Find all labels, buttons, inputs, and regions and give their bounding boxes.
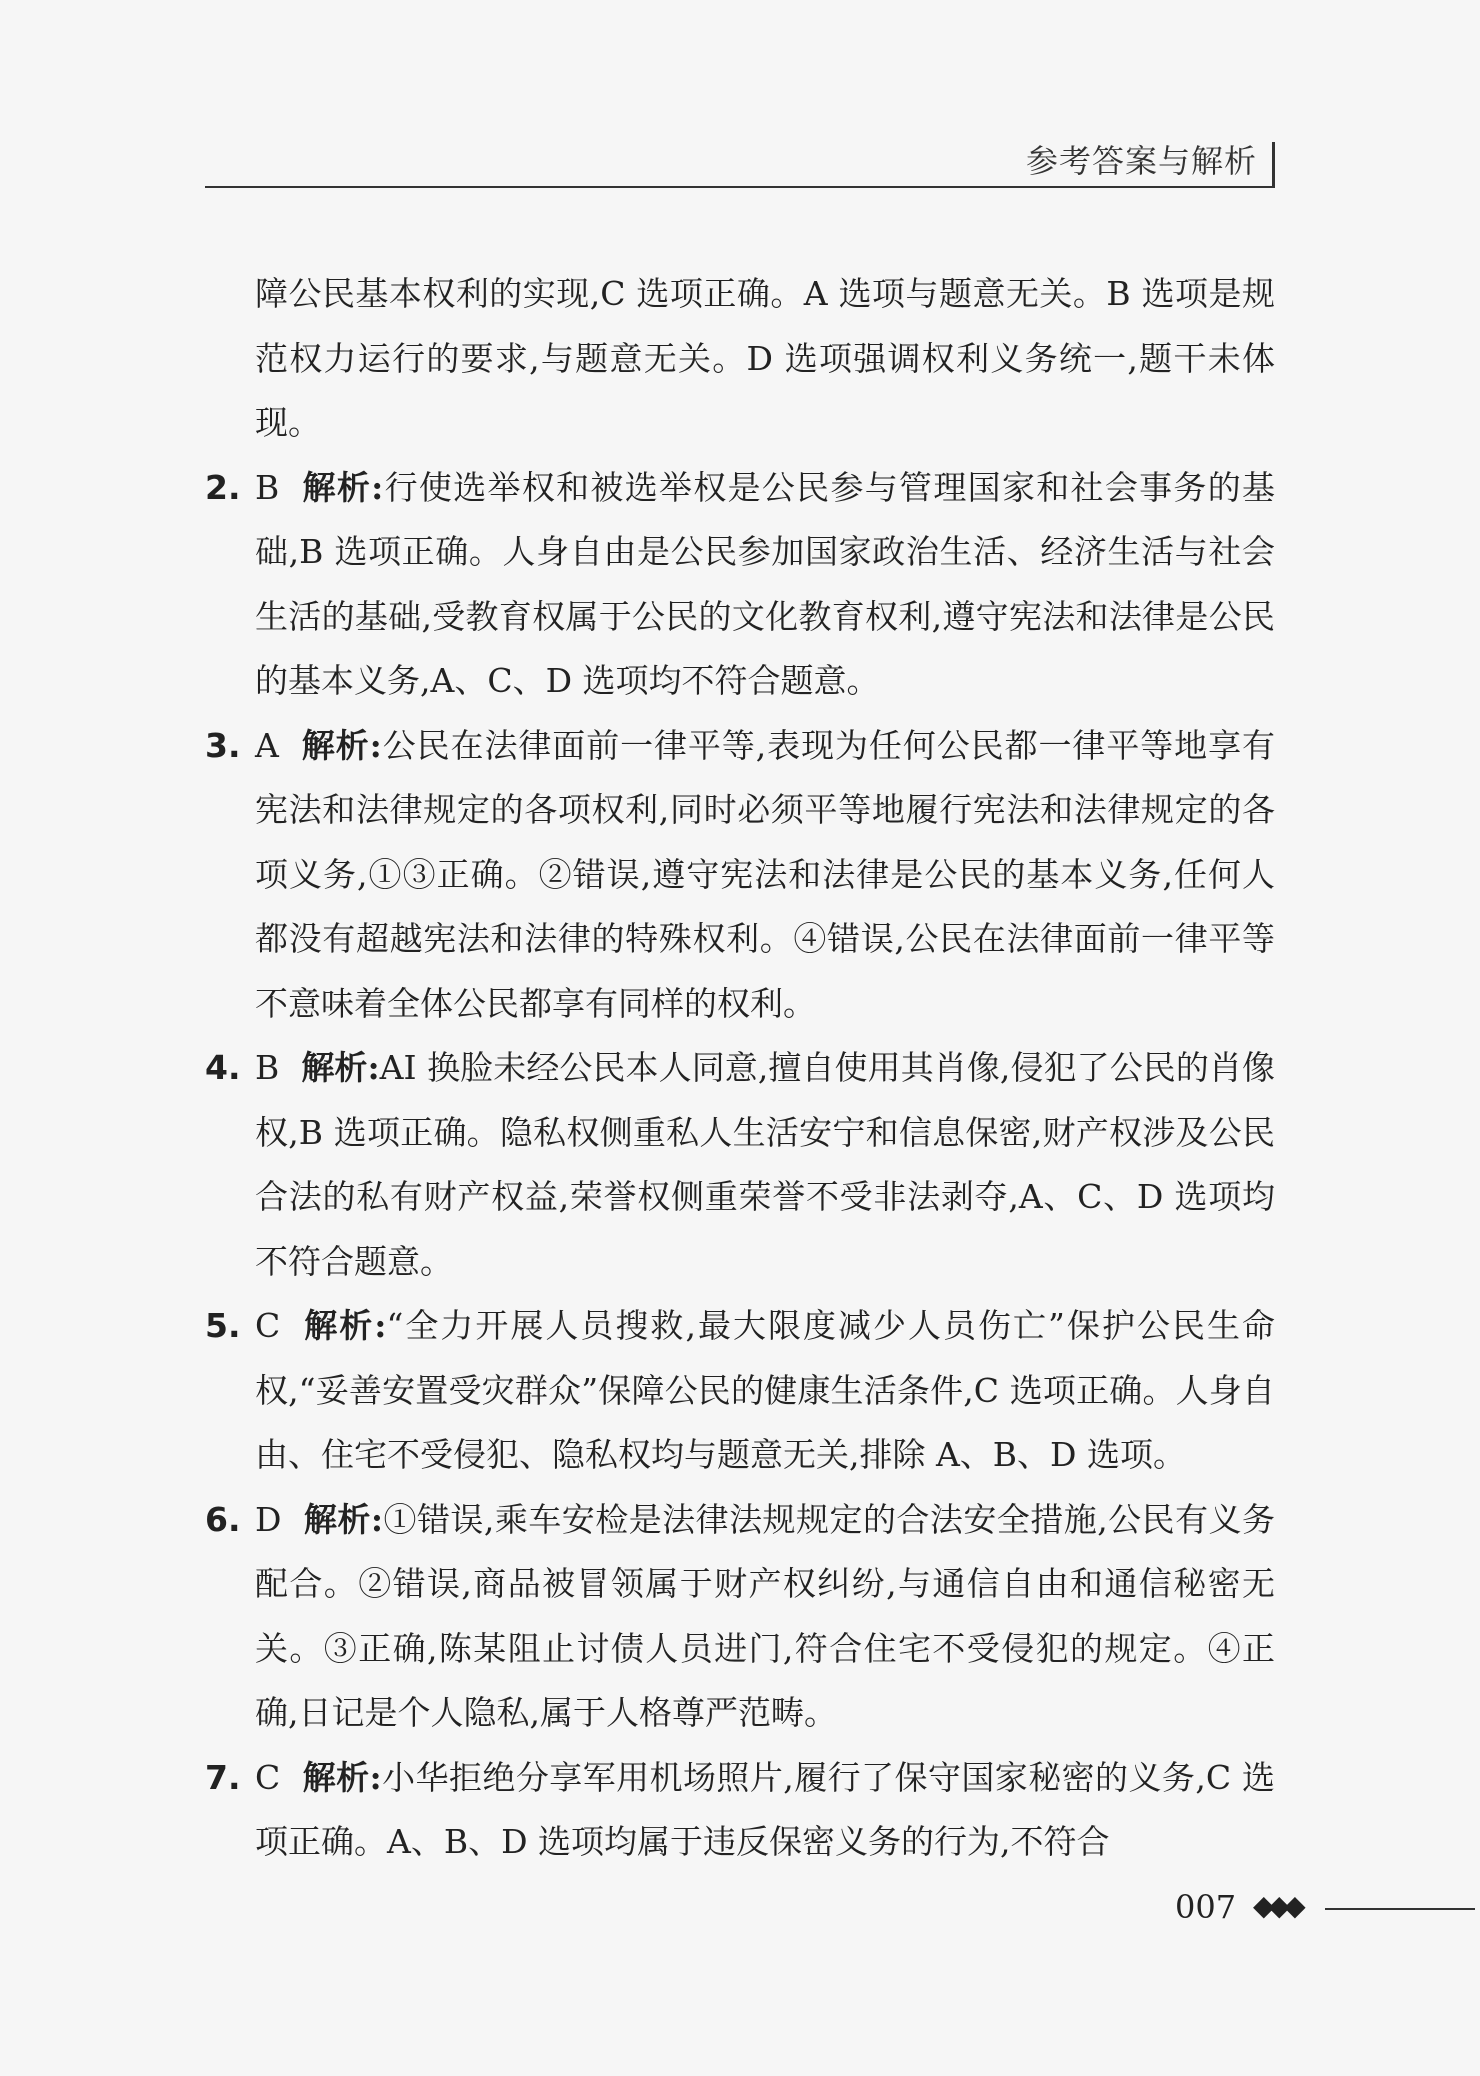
answer-item-2 (205, 456, 1275, 714)
analysis-label: 解析: (302, 1757, 382, 1797)
running-header (205, 140, 1275, 188)
analysis-label: 解析: (302, 1306, 387, 1345)
answer-explanation: ①错误,乘车安检是法律法规规定的合法安全措施,公民有义务配合。②错误,商品被冒领属于财产权纠纷,与通信自由和通信秘密无关。③正确,陈某阻止讨债人员进门,符合住宅不受侵犯的规定。④正确,日记是个人隐私,属于人格尊严范畴。 (255, 1499, 1275, 1732)
question-number: 6. (205, 1499, 241, 1539)
analysis-label: 解析: (301, 1048, 380, 1087)
question-number: 5. (205, 1306, 241, 1345)
question-number: 4. (205, 1048, 241, 1087)
answer-explanation: “全力开展人员搜救,最大限度减少人员伤亡”保护公民生命权,“妥善安置受灾群众”保障公民的健康生活条件,C 选项正确。人身自由、住宅不受侵犯、隐私权均与题意无关,排除 A、B、D 选项。 (255, 1306, 1275, 1474)
answer-letter: A (255, 725, 279, 765)
answer-explanation: 小华拒绝分享军用机场照片,履行了保守国家秘密的义务,C 选项正确。A、B、D 选项均属于违反保密义务的行为,不符合 (255, 1757, 1275, 1861)
answer-item-4 (205, 1036, 1275, 1294)
header-vertical-bar (1272, 142, 1275, 188)
answer-item-6 (205, 1488, 1275, 1746)
diamond-ornament-icon: ◆◆◆ (1253, 1889, 1300, 1922)
answer-list (205, 262, 1275, 1875)
answer-letter: B (255, 1048, 280, 1087)
header-rule (205, 186, 1275, 188)
answer-explanation: 行使选举权和被选举权是公民参与管理国家和社会事务的基础,B 选项正确。人身自由是公民参加国家政治生活、经济生活与社会生活的基础,受教育权属于公民的文化教育权利,遵守宪法和法律是公民的基本义务,A、C、D 选项均不符合题意。 (255, 467, 1276, 700)
answer-item-7 (205, 1746, 1275, 1875)
answer-explanation: AI 换脸未经公民本人同意,擅自使用其肖像,侵犯了公民的肖像权,B 选项正确。隐私权侧重私人生活安宁和信息保密,财产权涉及公民合法的私有财产权益,荣誉权侧重荣誉不受非法剥夺,A、C、D 选项均不符合题意。 (255, 1048, 1275, 1281)
question-number: 2. (205, 467, 241, 507)
page-footer (1175, 1888, 1475, 1928)
answer-explanation: 障公民基本权利的实现,C 选项正确。A 选项与题意无关。B 选项是规范权力运行的要求,与题意无关。D 选项强调权利义务统一,题干未体现。 (255, 274, 1275, 442)
header-title: 参考答案与解析 (1025, 142, 1257, 180)
question-number: 3. (205, 725, 241, 765)
question-number: 7. (205, 1757, 241, 1797)
analysis-label: 解析: (303, 1499, 384, 1539)
answer-letter: C (255, 1757, 281, 1797)
analysis-label: 解析: (301, 467, 384, 507)
footer-rule (1325, 1908, 1475, 1910)
answer-explanation: 公民在法律面前一律平等,表现为任何公民都一律平等地享有宪法和法律规定的各项权利,同时必须平等地履行宪法和法律规定的各项义务,①③正确。②错误,遵守宪法和法律是公民的基本义务,任何人都没有超越宪法和法律的特殊权利。④错误,公民在法律面前一律平等不意味着全体公民都享有同样的权利。 (255, 725, 1275, 1023)
answer-letter: D (255, 1499, 282, 1539)
page-number: 007 (1175, 1888, 1237, 1926)
answer-item-5 (205, 1294, 1275, 1488)
analysis-label: 解析: (300, 725, 382, 765)
answer-item-3 (205, 714, 1275, 1037)
answer-item-1-continued (205, 262, 1275, 456)
answer-letter: B (255, 467, 280, 507)
answer-letter: C (255, 1306, 281, 1345)
